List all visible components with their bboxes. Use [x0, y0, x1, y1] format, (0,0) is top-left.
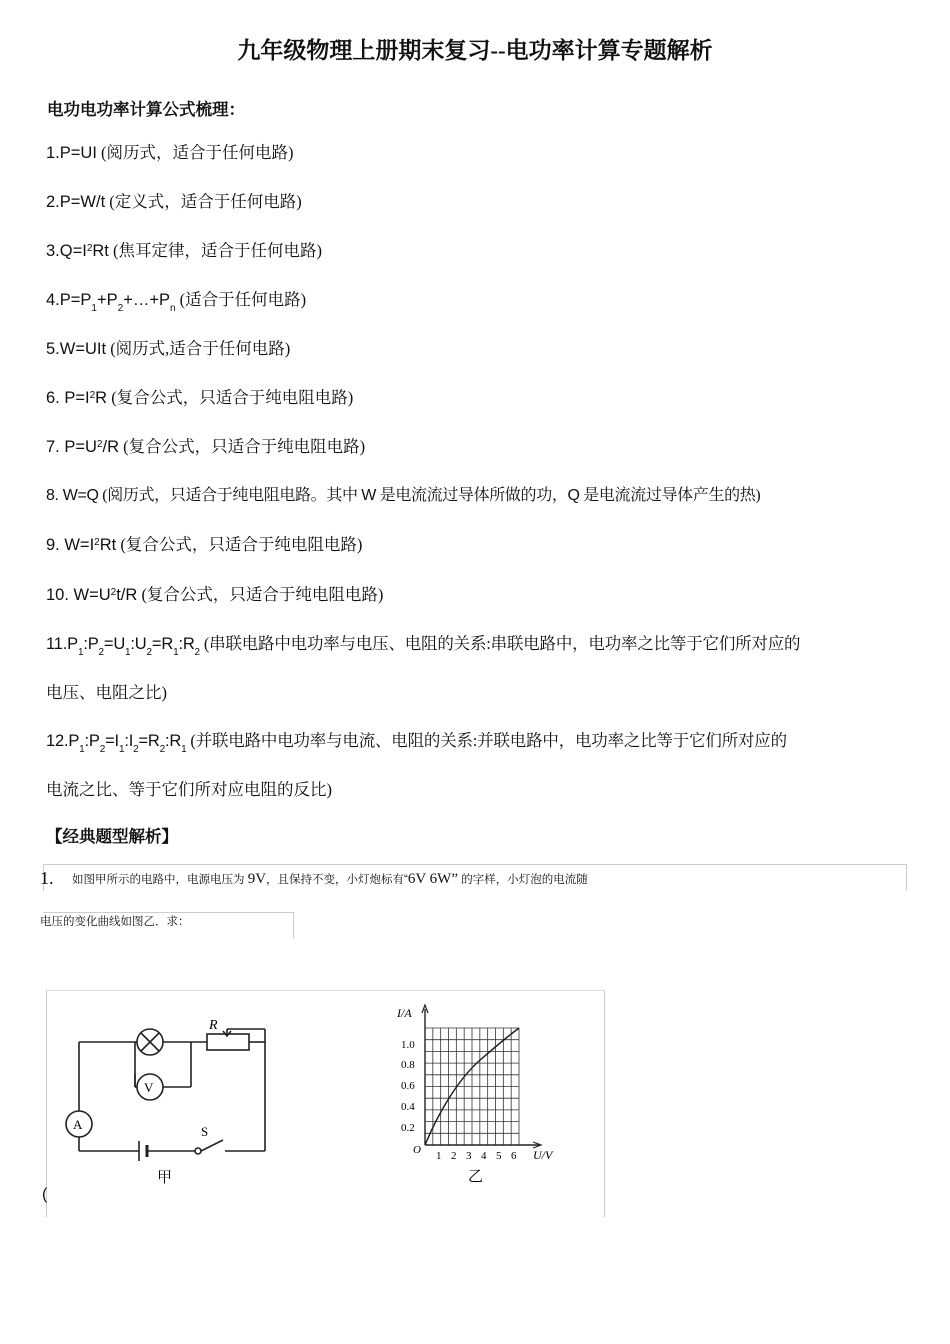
voltmeter-label: V — [144, 1080, 154, 1095]
formula-12-continued: 电流之比、等于它们所对应电阻的反比) — [46, 780, 332, 799]
x-tick-0: 1 — [436, 1150, 442, 1162]
formula-7: 7. $P=U^2/R$ (复合公式，只适合于纯电阻电路) — [46, 437, 366, 456]
y-tick-4: 1.0 — [401, 1039, 415, 1051]
origin-label: O — [413, 1144, 421, 1156]
question-1-text-line2: 电压的变化曲线如图乙．求： — [40, 916, 190, 928]
x-tick-5: 6 — [511, 1150, 517, 1162]
formula-10: 10. $W=U^2t/R$ (复合公式，只适合于纯电阻电路) — [46, 585, 384, 604]
formula-8: 8. W=Q (阅历式，只适合于纯电阻电路。其中 W 是电流流过导体所做的功，Q 是电流流过导体产生的热) — [46, 487, 761, 504]
circuit-label: 甲 — [157, 1170, 173, 1186]
formula-2: 2.P=W/t (定义式，适合于任何电路) — [46, 192, 302, 211]
formula-4: $4.P=P_1+P_2+\dots+P_n$ (适合于任何电路) — [46, 290, 307, 314]
formula-11-continued: 电压、电阻之比) — [46, 683, 167, 702]
examples-heading: 【经典题型解析】 — [46, 828, 178, 846]
y-tick-1: 0.4 — [401, 1101, 415, 1113]
figure-svg — [47, 991, 604, 1217]
iu-graph — [396, 1005, 554, 1185]
x-tick-4: 5 — [496, 1150, 502, 1162]
question-1-figure — [46, 990, 605, 1217]
formula-heading: 电功电功率计算公式梳理： — [47, 101, 245, 119]
resistor-label: R — [209, 1018, 218, 1033]
formula-5: 5.W=UIt (阅历式,适合于任何电路) — [46, 339, 291, 358]
formula-3: $3.Q=I^2Rt$ (焦耳定律，适合于任何电路) — [46, 241, 323, 260]
question-1-text: 如图甲所示的电路中，电源电压为 9V，且保持不变，小灯炮标有“6V 6W” 的字样，小灯泡的电流随 — [72, 871, 588, 887]
x-tick-3: 4 — [481, 1150, 487, 1162]
switch-label: S — [201, 1124, 209, 1139]
page-title: 九年级物理上册期末复习--电功率计算专题解析 — [237, 38, 713, 63]
graph-label: 乙 — [468, 1169, 484, 1185]
formula-1: 1.P=UI (阅历式，适合于任何电路) — [46, 143, 294, 162]
formula-11: $11.P_1:P_2=U_1:U_2=R_1:R_2$ (串联电路中电功率与电压、电阻的关系:串联电路中，电功率之比等于它们所对应的 — [46, 634, 801, 658]
x-tick-2: 3 — [466, 1150, 472, 1162]
y-tick-3: 0.8 — [401, 1059, 415, 1071]
formula-9: 9. $W=I^2Rt$ (复合公式，只适合于纯电阻电路) — [46, 535, 363, 554]
y-tick-0: 0.2 — [401, 1122, 415, 1134]
x-tick-1: 2 — [451, 1150, 457, 1162]
x-axis-label: U/V — [533, 1148, 553, 1162]
y-axis-label: I/A — [397, 1006, 412, 1020]
question-1-number: 1. — [40, 868, 54, 888]
ammeter-label: A — [73, 1117, 83, 1132]
trailing-paren: ( — [42, 1186, 48, 1203]
y-tick-2: 0.6 — [401, 1080, 415, 1092]
circuit-diagram — [66, 1029, 265, 1161]
formula-12: $12.P_1:P_2=I_1:I_2=R_2:R_1$ (并联电路中电功率与电流、电阻的关系:并联电路中，电功率之比等于它们所对应的 — [46, 731, 787, 755]
formula-6: 6. $P=I^2R$ (复合公式，只适合于纯电阻电路) — [46, 388, 354, 407]
